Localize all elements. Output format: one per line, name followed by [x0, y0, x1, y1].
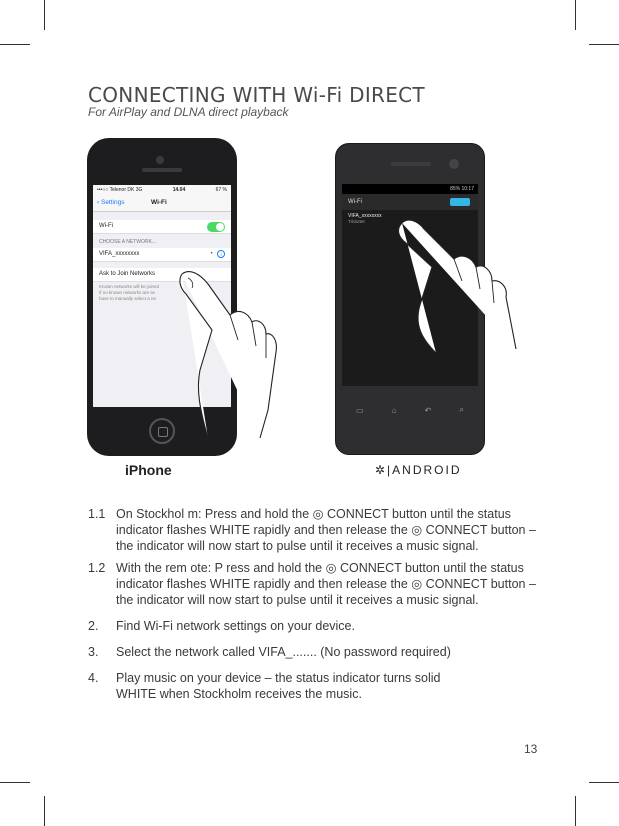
step-text: On Stockhol m: Press and hold the ◎ CONNECT button until the status indicator flashes WHITE rapidly and then release the ◎ CONNECT button – the indicator will now start to pulse until it receives a music signal. — [116, 507, 536, 553]
step-number: 1.1 — [88, 507, 106, 521]
step-item — [88, 506, 548, 554]
crop-mark — [0, 782, 30, 783]
wifi-label: Wi-Fi — [99, 223, 113, 229]
camera-icon — [449, 159, 459, 169]
ios-status-bar — [93, 185, 231, 195]
step-item — [88, 618, 548, 634]
page-number: 13 — [524, 742, 538, 756]
ios-nav-bar — [93, 195, 231, 212]
hand-illustration-iphone — [160, 260, 290, 440]
step-item — [88, 560, 548, 608]
carrier-text: •••○○ Telenor DK 3G — [97, 187, 143, 193]
back-button: ‹ Settings — [97, 199, 125, 206]
iphone-logo — [125, 462, 172, 478]
step-number: 4. — [88, 671, 99, 685]
crop-mark — [589, 44, 619, 45]
android-status-bar: 85% 10:17 — [342, 184, 478, 194]
hand-illustration-android — [392, 215, 522, 355]
wifi-toggle-row — [93, 220, 231, 234]
back-label: Settings — [100, 199, 125, 206]
step-number: 2. — [88, 619, 99, 633]
android-bar-title: Wi-Fi — [348, 199, 362, 205]
wifi-signal-icon: ◔ — [209, 251, 213, 257]
clock-text: 14.04 — [172, 187, 186, 193]
step-text: With the rem ote: P ress and hold the ◎ CONNECT button until the status indicator flashes WHITE rapidly and then release the ◎ CONNECT button – the indicator will now start to pulse until it receives a music signal. — [116, 561, 536, 607]
note-line: Known networks will be joined — [99, 284, 160, 289]
camera-icon — [156, 156, 164, 164]
crop-mark — [575, 796, 576, 826]
wifi-toggle — [207, 222, 225, 232]
battery-text: 67 % — [215, 187, 227, 193]
page-title: CONNECTING WITH Wi-Fi DIRECT — [88, 83, 425, 107]
android-nav-keys — [342, 396, 478, 424]
step-number: 1.2 — [88, 561, 106, 575]
info-icon: i — [217, 250, 225, 258]
network-status: Tilsluttet — [348, 219, 365, 224]
speaker-grille — [391, 162, 431, 166]
network-name: VIFA_xxxxxxxx — [99, 251, 140, 257]
step-number: 3. — [88, 645, 99, 659]
speaker-grille — [142, 168, 182, 172]
crop-mark — [44, 0, 45, 30]
note-line: If no known networks are av — [99, 290, 156, 295]
android-logo — [375, 463, 462, 477]
android-wifi-bar — [342, 194, 478, 210]
note-line: have to manually select a ne — [99, 296, 157, 301]
crop-mark — [589, 782, 619, 783]
iphone-brand-text: iPhone — [125, 462, 172, 478]
crop-mark — [0, 44, 30, 45]
search-icon: ⌕ — [459, 405, 464, 414]
instruction-list — [88, 506, 548, 702]
crop-mark — [575, 0, 576, 30]
android-brand-text: ANDROID — [392, 463, 462, 477]
page-subtitle: For AirPlay and DLNA direct playback — [88, 105, 289, 119]
step-text: Play music on your device – the status indicator turns solid WHITE when Stockholm receives the music. — [116, 671, 441, 701]
back-icon: ↶ — [424, 405, 432, 415]
step-text: Find Wi-Fi network settings on your device. — [116, 619, 355, 633]
home-icon: ⌂ — [391, 405, 397, 415]
step-item — [88, 644, 548, 660]
recent-apps-icon: ▭ — [356, 405, 364, 415]
network-name: VIFA_xxxxxxxx — [348, 213, 382, 219]
ios-nav-title: Wi-Fi — [151, 199, 167, 206]
choose-network-header: CHOOSE A NETWORK... — [99, 239, 156, 245]
ask-to-join-label: Ask to Join Networks — [99, 271, 156, 277]
step-item — [88, 670, 476, 702]
step-text: Select the network called VIFA_....... (No password required) — [116, 645, 451, 659]
android-robot-icon: ✲| — [375, 463, 393, 477]
wifi-switch — [450, 198, 470, 206]
crop-mark — [44, 796, 45, 826]
